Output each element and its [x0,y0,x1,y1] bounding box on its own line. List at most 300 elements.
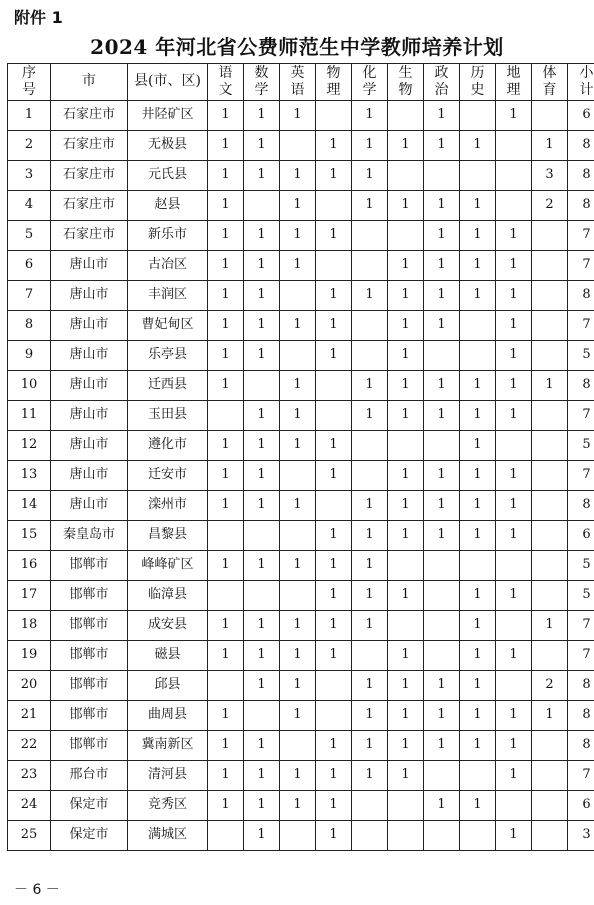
table-cell [316,371,352,401]
table-cell: 1 [460,581,496,611]
table-cell: 8 [568,731,594,761]
table-cell [280,731,316,761]
table-cell: 1 [316,341,352,371]
table-cell: 12 [8,431,51,461]
table-cell: 1 [388,581,424,611]
column-header: 语文 [208,64,244,101]
table-cell: 7 [568,221,594,251]
table-cell: 1 [316,431,352,461]
table-cell: 冀南新区 [128,731,208,761]
table-cell [244,371,280,401]
table-cell: 1 [244,401,280,431]
table-cell: 1 [496,581,532,611]
table-cell: 邯郸市 [51,731,128,761]
column-header: 小计 [568,64,594,101]
table-cell: 1 [244,641,280,671]
table-cell: 1 [208,461,244,491]
table-cell [532,551,568,581]
table-cell [280,461,316,491]
table-cell: 1 [280,251,316,281]
table-row [8,221,594,251]
table-cell [316,401,352,431]
table-cell [244,581,280,611]
table-cell [244,521,280,551]
table-cell: 6 [8,251,51,281]
table-cell: 1 [424,491,460,521]
table-cell: 无极县 [128,131,208,161]
table-cell [280,131,316,161]
table-cell: 7 [8,281,51,311]
table-cell: 13 [8,461,51,491]
table-cell [496,131,532,161]
table-cell: 1 [208,701,244,731]
table-cell: 6 [568,101,594,131]
table-cell: 1 [352,491,388,521]
table-cell: 1 [496,251,532,281]
table-cell [532,101,568,131]
table-cell: 1 [244,761,280,791]
table-cell [532,581,568,611]
table-cell: 1 [280,671,316,701]
table-cell: 1 [316,521,352,551]
table-cell: 1 [460,191,496,221]
table-cell [424,641,460,671]
table-cell: 1 [208,761,244,791]
table-cell: 1 [424,251,460,281]
table-row [8,191,594,221]
table-cell: 1 [8,101,51,131]
table-cell: 1 [424,191,460,221]
table-cell: 元氏县 [128,161,208,191]
table-cell: 1 [352,581,388,611]
table-row [8,581,594,611]
table-cell: 1 [280,191,316,221]
table-cell: 1 [424,281,460,311]
table-cell: 3 [532,161,568,191]
table-cell [316,101,352,131]
table-cell [460,761,496,791]
table-cell: 8 [568,281,594,311]
table-cell: 1 [496,371,532,401]
table-row [8,821,594,851]
table-cell: 1 [532,611,568,641]
table-cell: 1 [388,131,424,161]
table-cell: 1 [208,311,244,341]
table-cell: 1 [316,221,352,251]
table-cell: 1 [496,401,532,431]
table-cell [388,161,424,191]
table-cell: 1 [208,251,244,281]
table-cell: 8 [568,371,594,401]
table-cell: 7 [568,761,594,791]
table-cell: 5 [568,431,594,461]
table-cell: 1 [460,131,496,161]
table-cell: 6 [568,521,594,551]
table-cell: 19 [8,641,51,671]
table-cell: 1 [424,791,460,821]
table-cell: 1 [280,221,316,251]
table-cell: 1 [208,221,244,251]
table-cell: 1 [208,611,244,641]
table-cell: 5 [568,581,594,611]
table-cell [532,761,568,791]
table-cell [280,521,316,551]
table-cell: 唐山市 [51,341,128,371]
table-cell: 1 [352,551,388,581]
table-cell: 1 [280,101,316,131]
column-header: 体育 [532,64,568,101]
table-cell: 1 [244,431,280,461]
table-cell: 9 [8,341,51,371]
table-cell [532,731,568,761]
table-cell: 1 [496,461,532,491]
table-cell [352,641,388,671]
table-cell: 1 [352,131,388,161]
table-cell: 1 [316,761,352,791]
table-cell: 邯郸市 [51,551,128,581]
table-cell: 1 [460,731,496,761]
table-cell: 5 [568,551,594,581]
table-cell: 1 [460,671,496,701]
table-cell: 7 [568,311,594,341]
table-cell: 1 [316,581,352,611]
table-row [8,161,594,191]
table-cell: 邯郸市 [51,581,128,611]
table-cell: 1 [208,281,244,311]
table-cell: 7 [568,611,594,641]
table-cell: 1 [316,821,352,851]
table-cell: 8 [568,191,594,221]
table-cell: 1 [244,311,280,341]
table-row [8,431,594,461]
table-cell: 2 [532,671,568,701]
table-cell: 1 [496,491,532,521]
table-cell: 1 [316,731,352,761]
table-cell: 1 [424,461,460,491]
table-cell: 1 [280,611,316,641]
table-cell [208,401,244,431]
table-cell: 曹妃甸区 [128,311,208,341]
table-cell: 1 [280,311,316,341]
table-cell: 1 [208,791,244,821]
table-cell: 乐亭县 [128,341,208,371]
table-cell: 1 [352,191,388,221]
table-cell: 2 [8,131,51,161]
table-cell: 清河县 [128,761,208,791]
table-cell: 1 [460,281,496,311]
table-cell [532,401,568,431]
table-cell: 1 [460,491,496,521]
table-cell: 1 [496,641,532,671]
column-header: 政治 [424,64,460,101]
table-cell: 1 [208,161,244,191]
table-cell: 1 [388,641,424,671]
table-row [8,611,594,641]
table-cell: 满城区 [128,821,208,851]
table-cell [280,281,316,311]
table-row [8,761,594,791]
table-cell: 1 [316,611,352,641]
table-cell: 曲周县 [128,701,208,731]
table-cell: 1 [388,671,424,701]
table-cell [208,821,244,851]
table-cell: 1 [244,551,280,581]
table-cell: 昌黎县 [128,521,208,551]
table-cell [388,101,424,131]
column-header: 生物 [388,64,424,101]
table-cell: 1 [496,761,532,791]
table-cell [496,551,532,581]
table-row [8,281,594,311]
table-cell: 1 [244,611,280,641]
table-row [8,311,594,341]
table-cell: 1 [496,281,532,311]
table-cell [388,791,424,821]
table-cell: 1 [352,701,388,731]
table-cell: 1 [208,491,244,521]
table-row [8,251,594,281]
table-cell [460,821,496,851]
table-cell: 3 [568,821,594,851]
table-cell [496,671,532,701]
column-header: 市 [51,64,128,101]
table-cell: 1 [388,491,424,521]
table-cell [280,821,316,851]
table-cell: 25 [8,821,51,851]
table-cell: 1 [460,611,496,641]
table-cell: 7 [568,641,594,671]
table-cell [424,821,460,851]
table-cell [316,251,352,281]
table-cell: 邯郸市 [51,611,128,641]
table-cell [352,311,388,341]
table-cell: 1 [388,281,424,311]
table-cell: 1 [532,701,568,731]
table-cell: 1 [460,461,496,491]
table-cell: 1 [532,371,568,401]
table-cell: 唐山市 [51,491,128,521]
table-cell: 1 [388,371,424,401]
table-cell: 成安县 [128,611,208,641]
table-cell: 21 [8,701,51,731]
table-cell: 1 [424,311,460,341]
table-cell: 石家庄市 [51,161,128,191]
table-row [8,491,594,521]
table-cell [496,431,532,461]
table-cell: 1 [316,551,352,581]
table-cell: 新乐市 [128,221,208,251]
table-cell: 1 [460,791,496,821]
table-cell [280,581,316,611]
table-cell: 1 [460,431,496,461]
column-header: 化学 [352,64,388,101]
table-row [8,791,594,821]
table-cell: 14 [8,491,51,521]
table-cell [352,251,388,281]
table-cell: 井陉矿区 [128,101,208,131]
table-cell: 保定市 [51,821,128,851]
table-cell: 唐山市 [51,371,128,401]
column-header: 历史 [460,64,496,101]
table-cell [532,791,568,821]
table-cell: 1 [532,131,568,161]
column-header: 物理 [316,64,352,101]
table-cell: 1 [208,371,244,401]
table-cell: 古冶区 [128,251,208,281]
table-cell: 1 [244,101,280,131]
table-cell: 1 [424,221,460,251]
table-cell [496,161,532,191]
table-cell: 唐山市 [51,311,128,341]
table-cell: 1 [244,671,280,701]
table-cell: 1 [460,401,496,431]
table-cell: 滦州市 [128,491,208,521]
table-cell: 7 [568,251,594,281]
table-cell: 1 [280,161,316,191]
table-cell: 1 [424,131,460,161]
table-cell: 1 [316,641,352,671]
table-cell: 1 [496,101,532,131]
table-cell: 1 [208,101,244,131]
table-cell [208,581,244,611]
table-cell: 唐山市 [51,251,128,281]
table-cell: 1 [424,101,460,131]
table-cell: 20 [8,671,51,701]
table-cell: 1 [352,281,388,311]
table-cell: 玉田县 [128,401,208,431]
table-cell: 1 [460,371,496,401]
table-cell [244,191,280,221]
table-cell: 5 [8,221,51,251]
table-cell [460,551,496,581]
table-cell: 邯郸市 [51,641,128,671]
table-cell: 1 [280,761,316,791]
column-header: 县(市、区) [128,64,208,101]
table-cell: 1 [244,731,280,761]
table-cell: 邯郸市 [51,671,128,701]
table-row [8,521,594,551]
table-cell: 17 [8,581,51,611]
table-cell: 石家庄市 [51,221,128,251]
table-cell: 1 [424,731,460,761]
table-cell [316,191,352,221]
table-cell: 15 [8,521,51,551]
table-cell [532,431,568,461]
table-cell [316,701,352,731]
table-cell [388,221,424,251]
table-cell [532,641,568,671]
table-cell: 1 [244,461,280,491]
table-cell [424,611,460,641]
table-cell: 1 [208,641,244,671]
table-cell: 8 [568,491,594,521]
table-cell: 临漳县 [128,581,208,611]
table-cell: 1 [280,791,316,821]
table-cell [532,251,568,281]
table-cell: 1 [244,161,280,191]
table-cell: 1 [316,791,352,821]
table-cell: 1 [280,491,316,521]
table-cell [388,551,424,581]
table-cell: 8 [8,311,51,341]
table-cell: 1 [388,461,424,491]
table-cell: 1 [352,161,388,191]
table-cell: 石家庄市 [51,131,128,161]
table-cell [496,791,532,821]
table-cell [424,341,460,371]
table-cell: 1 [208,131,244,161]
table-row [8,701,594,731]
table-cell: 丰润区 [128,281,208,311]
table-cell [424,761,460,791]
table-cell [388,821,424,851]
page-number: － 6 － [14,882,60,898]
table-cell: 10 [8,371,51,401]
table-cell: 1 [244,341,280,371]
table-cell: 1 [244,791,280,821]
table-cell: 石家庄市 [51,101,128,131]
table-cell [532,221,568,251]
table-cell: 1 [460,521,496,551]
table-cell: 11 [8,401,51,431]
table-cell [208,671,244,701]
teacher-plan-table [7,63,594,851]
table-row [8,671,594,701]
table-cell: 秦皇岛市 [51,521,128,551]
table-cell: 1 [352,401,388,431]
table-cell [460,311,496,341]
table-cell [316,491,352,521]
table-cell: 1 [352,371,388,401]
table-cell: 1 [352,101,388,131]
column-header: 数学 [244,64,280,101]
table-cell: 1 [280,641,316,671]
table-cell: 1 [496,731,532,761]
table-cell [424,431,460,461]
table-cell: 1 [316,311,352,341]
table-cell: 22 [8,731,51,761]
table-cell: 7 [568,461,594,491]
table-row [8,401,594,431]
table-cell: 1 [244,221,280,251]
table-cell: 1 [352,611,388,641]
table-cell: 4 [8,191,51,221]
table-cell: 邢台市 [51,761,128,791]
table-cell: 1 [460,251,496,281]
table-cell: 1 [424,521,460,551]
table-cell: 8 [568,671,594,701]
table-cell: 唐山市 [51,401,128,431]
table-cell [460,101,496,131]
table-cell: 1 [316,461,352,491]
table-cell: 1 [460,221,496,251]
table-cell [496,611,532,641]
table-cell: 18 [8,611,51,641]
table-cell: 1 [388,191,424,221]
table-cell: 8 [568,701,594,731]
table-cell [352,821,388,851]
table-cell: 1 [208,551,244,581]
table-cell: 1 [388,761,424,791]
table-cell: 1 [244,131,280,161]
table-cell: 1 [244,821,280,851]
table-cell: 8 [568,131,594,161]
table-cell: 磁县 [128,641,208,671]
table-cell [496,191,532,221]
attachment-label: 附件 1 [14,8,63,27]
table-cell: 1 [244,251,280,281]
table-cell: 16 [8,551,51,581]
